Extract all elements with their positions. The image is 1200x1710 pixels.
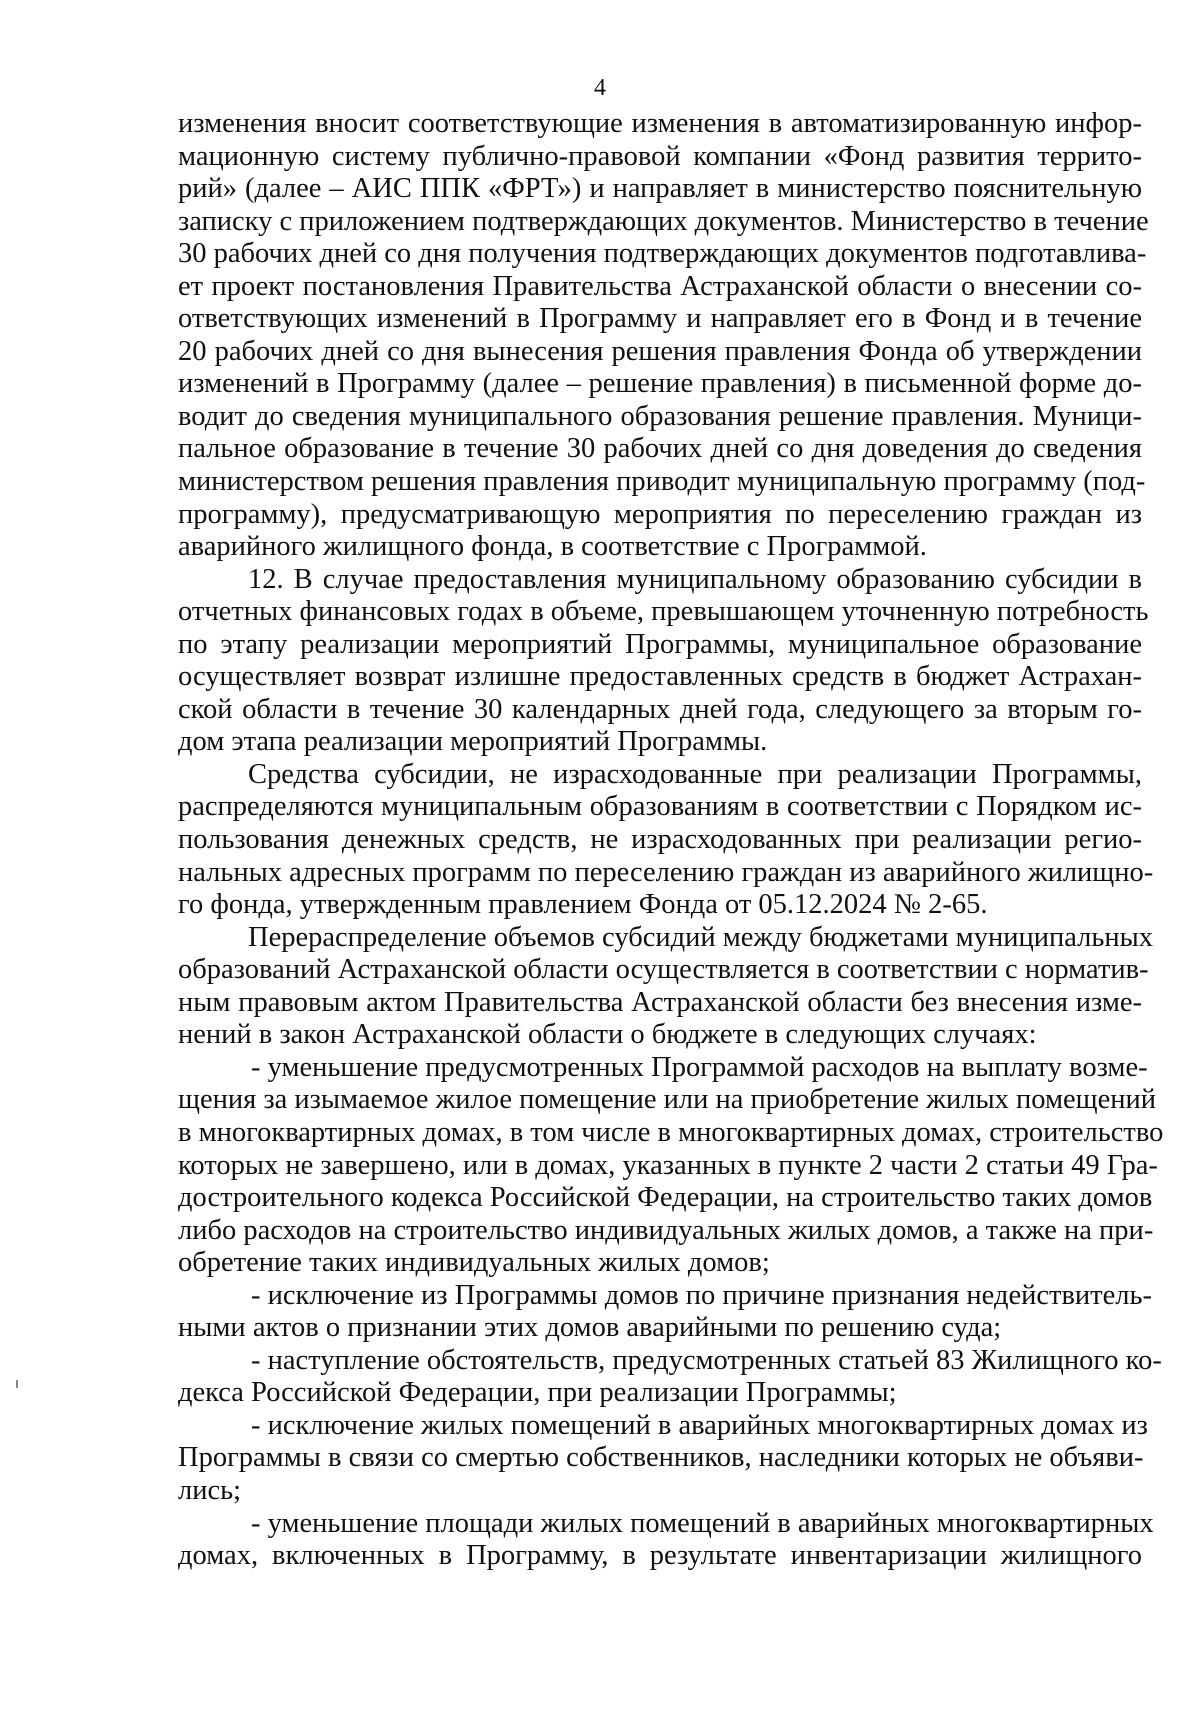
text-line: аварийного жилищного фонда, в соответствие с Программой. <box>178 531 927 563</box>
document-body <box>178 108 1164 1573</box>
text-line: которых не завершено, или в домах, указанных в пункте 2 части 2 статьи 49 Гра- <box>178 1149 1158 1181</box>
text-line: Перераспределение объемов субсидий между бюджетами муниципальных <box>248 921 1153 953</box>
text-line: ской области в течение 30 календарных дней года, следующего за вторым го- <box>178 693 1142 725</box>
text-line: домах, включенных в Программу, в результате инвентаризации жилищного <box>178 1540 1142 1572</box>
text-line: - наступление обстоятельств, предусмотренных статьей 83 Жилищного ко- <box>251 1344 1162 1376</box>
text-line: распределяются муниципальным образованиям в соответствии с Порядком ис- <box>178 791 1142 823</box>
text-line: - исключение из Программы домов по причине признания недействитель- <box>251 1279 1152 1311</box>
text-line: осуществляет возврат излишне предоставленных средств в бюджет Астрахан- <box>178 661 1142 693</box>
text-line: программу), предусматривающую мероприятия по переселению граждан из <box>178 498 1142 530</box>
text-line: водит до сведения муниципального образования решение правления. Муници- <box>178 400 1142 432</box>
text-line: рий» (далее – АИС ППК «ФРТ») и направляет в министерство пояснительную <box>178 173 1142 205</box>
text-line: либо расходов на строительство индивидуальных жилых домов, а также на при- <box>178 1214 1154 1246</box>
text-line: 20 рабочих дней со дня вынесения решения правления Фонда об утверждении <box>178 335 1142 367</box>
text-line: министерством решения правления приводит муниципальную программу (под- <box>178 466 1146 498</box>
text-line: нальных адресных программ по переселению граждан из аварийного жилищно- <box>178 856 1154 888</box>
text-line: нений в закон Астраханской области о бюджете в следующих случаях: <box>178 1019 1037 1051</box>
page-number: 4 <box>594 75 606 101</box>
text-line: ным правовым актом Правительства Астраханской области без внесения изме- <box>178 986 1142 1018</box>
text-line: Средства субсидии, не израсходованные при реализации Программы, <box>248 758 1142 790</box>
text-line: 12. В случае предоставления муниципальному образованию субсидии в <box>248 563 1142 595</box>
text-line: достроительного кодекса Российской Федерации, на строительство таких домов <box>178 1182 1153 1214</box>
text-line: пользования денежных средств, не израсходованных при реализации регио- <box>178 824 1142 856</box>
text-line: 30 рабочих дней со дня получения подтверждающих документов подготавлива- <box>178 238 1147 270</box>
text-line: образований Астраханской области осуществляется в соответствии с норматив- <box>178 954 1149 986</box>
text-line: в многоквартирных домах, в том числе в многоквартирных домах, строительство <box>178 1116 1164 1148</box>
text-line: дом этапа реализации мероприятий Программы. <box>178 726 768 758</box>
text-line: отчетных финансовых годах в объеме, превышающем уточненную потребность <box>178 596 1149 628</box>
text-line: пальное образование в течение 30 рабочих дней со дня доведения до сведения <box>178 433 1142 465</box>
text-line: изменений в Программу (далее – решение правления) в письменной форме до- <box>178 368 1142 400</box>
text-line: - исключение жилых помещений в аварийных многоквартирных домах из <box>251 1409 1148 1441</box>
text-line: по этапу реализации мероприятий Программы, муниципальное образование <box>178 628 1142 660</box>
scan-artifact <box>16 1380 18 1388</box>
text-line: декса Российской Федерации, при реализации Программы; <box>178 1377 897 1409</box>
text-line: записку с приложением подтверждающих документов. Министерство в течение <box>178 205 1149 237</box>
text-line: щения за изымаемое жилое помещение или на приобретение жилых помещений <box>178 1084 1156 1116</box>
text-line: Программы в связи со смертью собственников, наследники которых не объяви- <box>178 1442 1144 1474</box>
text-line: - уменьшение площади жилых помещений в аварийных многоквартирных <box>251 1507 1154 1539</box>
text-line: мационную систему публично-правовой компании «Фонд развития террито- <box>178 140 1142 172</box>
text-line: обретение таких индивидуальных жилых домов; <box>178 1247 770 1279</box>
text-line: ными актов о признании этих домов аварийными по решению суда; <box>178 1312 1002 1344</box>
text-line: ответствующих изменений в Программу и направляет его в Фонд и в течение <box>178 303 1142 335</box>
text-line: изменения вносит соответствующие изменения в автоматизированную инфор- <box>178 108 1142 139</box>
text-line: лись; <box>178 1474 242 1506</box>
text-line: го фонда, утвержденным правлением Фонда от 05.12.2024 № 2-65. <box>178 889 988 921</box>
text-line: ет проект постановления Правительства Астраханской области о внесении со- <box>178 270 1142 302</box>
text-line: - уменьшение предусмотренных Программой расходов на выплату возме- <box>251 1051 1148 1083</box>
